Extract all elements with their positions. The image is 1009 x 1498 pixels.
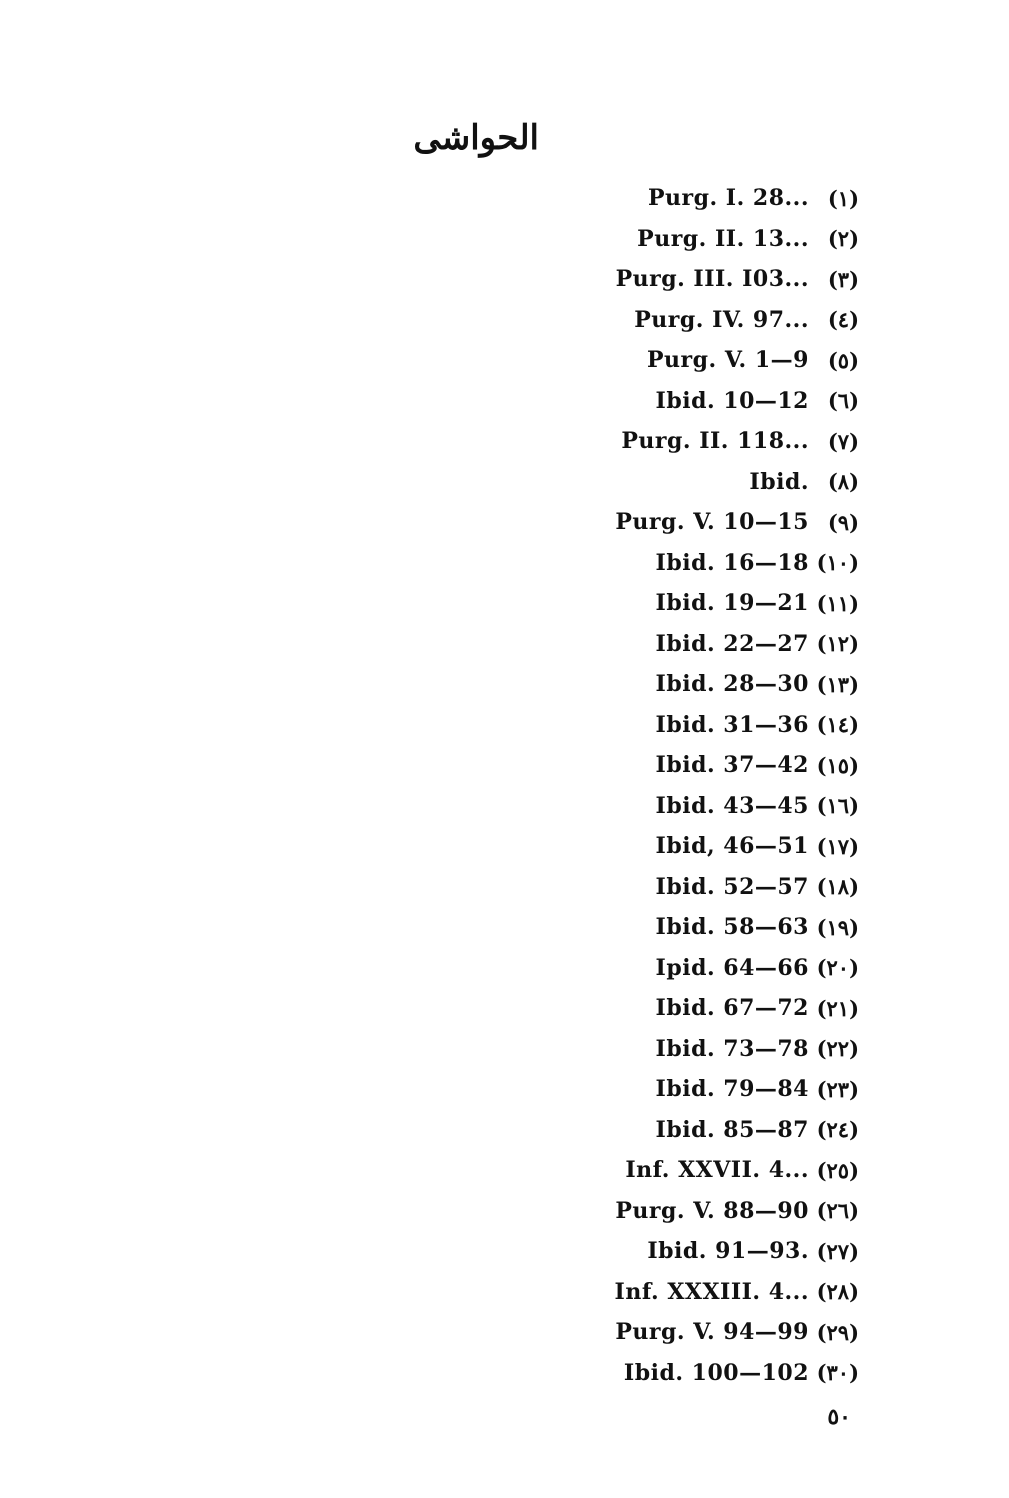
- note-number: (٤): [827, 307, 859, 333]
- note-reference: Purg. V. 10—15: [615, 509, 809, 536]
- note-reference: Ibid. 79—84: [655, 1076, 809, 1103]
- note-item: [439, 462, 859, 503]
- note-item: [439, 867, 859, 908]
- note-item: [439, 826, 859, 867]
- note-item: [439, 583, 859, 624]
- note-reference: Purg. II. 13...: [637, 225, 809, 252]
- note-reference: Ibid. 37—42: [655, 752, 809, 779]
- note-reference: Purg. III. I03...: [615, 266, 809, 293]
- note-item: [439, 300, 859, 341]
- note-reference: Ibid. 16—18: [655, 549, 809, 576]
- note-number: (٧): [827, 428, 859, 454]
- note-reference: Purg. I. 28...: [647, 185, 809, 212]
- note-number: (٢٣): [816, 1076, 859, 1102]
- note-reference: Ibid. 31—36: [655, 711, 809, 738]
- note-reference: Ibid. 91—93.: [647, 1238, 809, 1265]
- note-item: [439, 664, 859, 705]
- note-reference: Purg. IV. 97...: [634, 306, 809, 333]
- note-number: (١٩): [816, 914, 859, 940]
- note-number: (١٠): [816, 550, 859, 576]
- note-reference: Ibid. 22—27: [655, 630, 809, 657]
- note-number: (١٤): [816, 712, 859, 738]
- note-number: (١٦): [816, 793, 859, 819]
- note-item: [439, 219, 859, 260]
- page-number: ٥٠: [827, 1404, 851, 1430]
- note-reference: Ibid.: [749, 468, 809, 495]
- note-reference: Ibid. 10—12: [655, 387, 809, 414]
- notes-list: [439, 178, 859, 1393]
- note-number: (١٢): [816, 631, 859, 657]
- note-reference: Ibid. 58—63: [655, 914, 809, 941]
- note-item: [439, 786, 859, 827]
- note-item: [439, 624, 859, 665]
- note-item: [439, 1353, 859, 1394]
- note-item: [439, 1231, 859, 1272]
- note-item: [439, 1312, 859, 1353]
- note-reference: Ibid. 28—30: [655, 671, 809, 698]
- note-number: (١٥): [816, 752, 859, 778]
- note-item: [439, 1150, 859, 1191]
- note-reference: Ipid. 64—66: [655, 954, 809, 981]
- note-number: (٢٢): [816, 1036, 859, 1062]
- note-number: (٢): [827, 226, 859, 252]
- note-number: (٣): [827, 266, 859, 292]
- note-number: (٣٠): [816, 1360, 859, 1386]
- note-number: (١٧): [816, 833, 859, 859]
- note-reference: Purg. V. 88—90: [615, 1197, 809, 1224]
- note-number: (٢٥): [816, 1157, 859, 1183]
- note-reference: Inf. XXXIII. 4...: [614, 1278, 809, 1305]
- note-reference: Ibid. 85—87: [655, 1116, 809, 1143]
- note-number: (٢٨): [816, 1279, 859, 1305]
- page-title: الحواشى: [413, 118, 539, 158]
- note-reference: Ibid, 46—51: [655, 833, 809, 860]
- note-item: [439, 1110, 859, 1151]
- note-reference: Inf. XXVII. 4...: [625, 1157, 809, 1184]
- note-number: (١٨): [816, 874, 859, 900]
- note-number: (١): [827, 185, 859, 211]
- note-number: (٢٤): [816, 1117, 859, 1143]
- note-reference: Ibid. 43—45: [655, 792, 809, 819]
- note-item: [439, 1272, 859, 1313]
- note-item: [439, 502, 859, 543]
- note-reference: Ibid. 52—57: [655, 873, 809, 900]
- note-item: [439, 1029, 859, 1070]
- note-number: (٢٧): [816, 1238, 859, 1264]
- note-item: [439, 543, 859, 584]
- note-item: [439, 178, 859, 219]
- note-number: (٦): [827, 388, 859, 414]
- note-reference: Ibid. 73—78: [655, 1035, 809, 1062]
- note-number: (١٣): [816, 671, 859, 697]
- note-number: (٨): [827, 469, 859, 495]
- note-number: (٢٠): [816, 955, 859, 981]
- note-item: [439, 988, 859, 1029]
- note-item: [439, 381, 859, 422]
- note-item: [439, 421, 859, 462]
- note-number: (٩): [827, 509, 859, 535]
- note-item: [439, 948, 859, 989]
- note-item: [439, 1191, 859, 1232]
- note-reference: Ibid. 100—102: [623, 1359, 809, 1386]
- note-number: (٢٦): [816, 1198, 859, 1224]
- note-number: (١١): [816, 590, 859, 616]
- note-number: (٢١): [816, 995, 859, 1021]
- note-reference: Purg. V. 94—99: [615, 1319, 809, 1346]
- note-number: (٢٩): [816, 1319, 859, 1345]
- note-item: [439, 705, 859, 746]
- note-reference: Ibid. 67—72: [655, 995, 809, 1022]
- note-item: [439, 1069, 859, 1110]
- note-item: [439, 907, 859, 948]
- note-reference: Purg. V. 1—9: [647, 347, 809, 374]
- note-item: [439, 259, 859, 300]
- note-reference: Purg. II. 118...: [621, 428, 809, 455]
- note-item: [439, 745, 859, 786]
- note-item: [439, 340, 859, 381]
- note-number: (٥): [827, 347, 859, 373]
- note-reference: Ibid. 19—21: [655, 590, 809, 617]
